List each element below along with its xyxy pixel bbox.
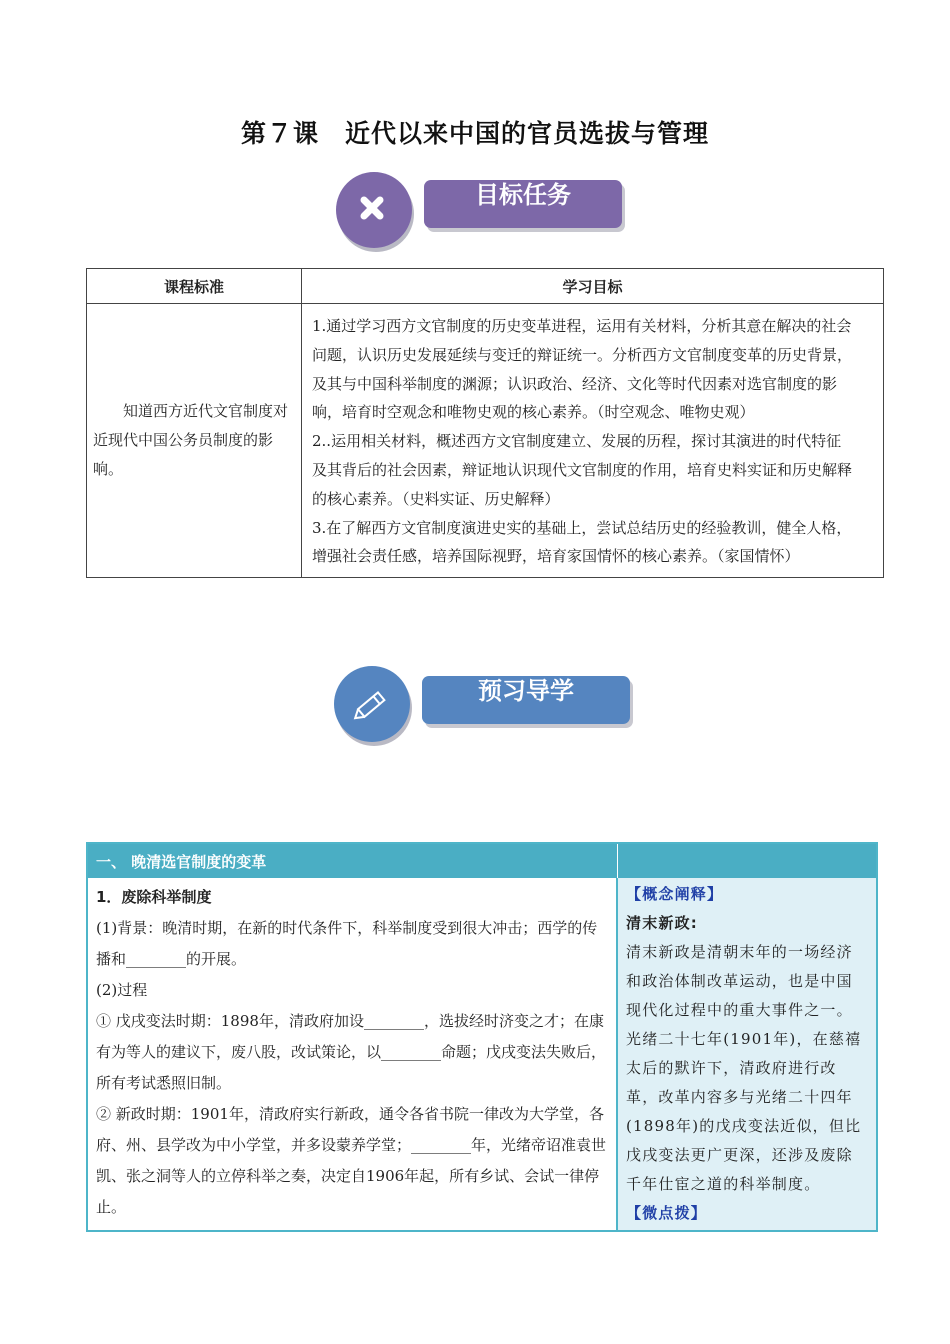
process-label: (2)过程 [96, 981, 148, 999]
section-title-right [617, 843, 877, 878]
goals-banner-label: 目标任务 [424, 180, 622, 228]
goals-table [86, 268, 884, 578]
objective-3: 3.在了解西方文官制度演进史实的基础上，尝试总结历史的经验教训，健全人格，增强社会责任感，培养国际视野，培育家国情怀的核心素养。（家国情怀） [312, 518, 852, 566]
objective-1: 1.通过学习西方文官制度的历史变革进程，运用有关材料，分析其意在解决的社会问题，认识历史发展延续与变迁的辩证统一。分析西方文官制度变革的历史背景，及其与中国科举制度的渊源；认识政治、经济、文化等时代因素对选官制度的影响，培育时空观念和唯物史观的核心素养。（时空观念、唯物史观） [312, 317, 853, 422]
curriculum-standard [87, 304, 302, 578]
content-column [87, 878, 617, 1231]
concept-text: 清末新政是清朝末年的一场经济和政治体制改革运动，也是中国现代化过程中的重大事件之一。光绪二十七年(1901年)，在慈禧太后的默许下，清政府进行改革，改革内容多与光绪二十四年(1898年)的戊戌变法近似，但比戊戌变法更广更深，还涉及废除千年仕宦之道的科举制度。 [626, 943, 862, 1193]
concept-label: 【概念阐释】 [626, 885, 724, 903]
header-objectives: 学习目标 [302, 269, 884, 304]
cross-icon [336, 172, 412, 248]
content-heading: 1．废除科举制度 [96, 888, 212, 906]
page-title: 第７课 近代以来中国的官员选拔与管理 [240, 119, 709, 148]
objective-2: 2..运用相关材料，概述西方文官制度建立、发展的历程，探讨其演进的时代特征及其背后的社会因素，辩证地认识现代文官制度的作用，培育史料实证和历史解释的核心素养。（史料实证、历史解释） [312, 432, 853, 508]
process-item-1: ① 戊戌变法时期：1898年，清政府加设________，选拔经时济变之才；在康有为等人的建议下，废八股，改试策论，以________命题；戊戌变法失败后，所有考试悉照旧制。 [96, 1012, 607, 1092]
concept-title: 清末新政: [626, 914, 698, 932]
header-standard: 课程标准 [87, 269, 302, 304]
pencil-icon [334, 666, 410, 742]
learning-objectives [302, 304, 884, 578]
section-title: 一、 晚清选官制度的变革 [87, 843, 617, 878]
process-item-2: ② 新政时期：1901年，清政府实行新政，通令各省书院一律改为大学堂，各府、州、县学改为中小学堂，并多设蒙养学堂；________年，光绪帝诏准袁世凯、张之洞等人的立停科举之奏，决定自1906年起，所有乡试、会试一律停止。 [96, 1105, 607, 1216]
background-text: (1)背景：晚清时期，在新的时代条件下，科举制度受到很大冲击；西学的传播和________的开展。 [96, 919, 598, 968]
sidebar-column [617, 878, 877, 1231]
standard-text: 知道西方近代文官制度对近现代中国公务员制度的影响。 [93, 402, 289, 479]
preview-table [86, 842, 878, 1232]
preview-banner-label: 预习导学 [422, 676, 630, 724]
tip-label: 【微点拨】 [626, 1204, 708, 1222]
